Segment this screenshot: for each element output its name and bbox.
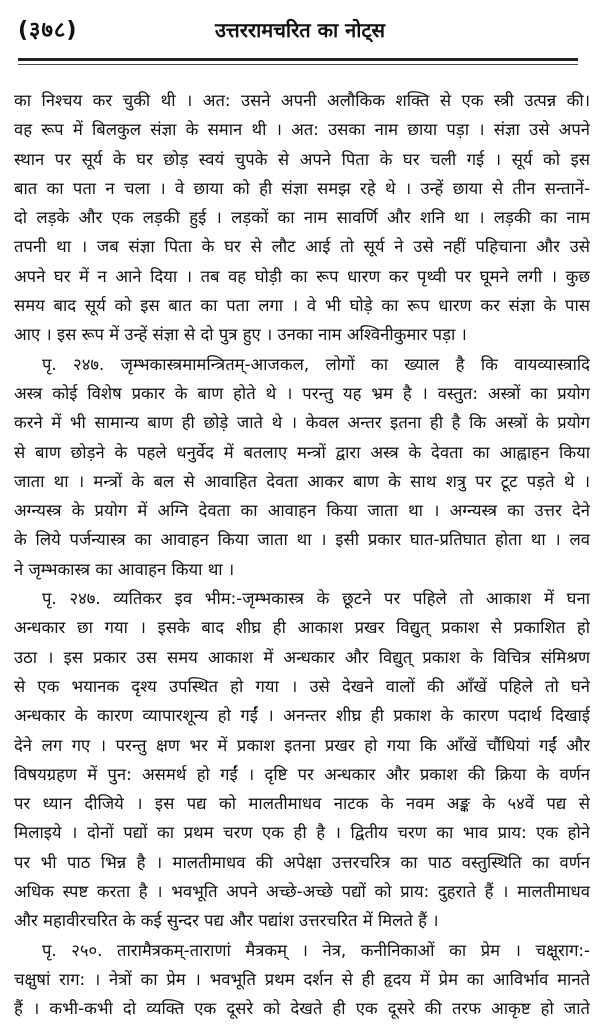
text-line: समय बाद सूर्य को इस बात का पता लगा । वे भी घोड़े का रूप धारण कर संज्ञा के पास <box>14 296 590 316</box>
text-line: तपनी था । जब संज्ञा पिता के घर से लौट आई तो सूर्य ने उसे नहीं पहिचाना और उसे <box>14 237 590 257</box>
text-line: पर ध्यान दीजिये । इस पद्य को मालतीमाधव नाटक के नवम अङ्क के ५४वें पद्य से <box>14 794 590 814</box>
text-line: ने जृम्भकास्त्र का आवाहन किया था । <box>14 559 235 579</box>
text-line: जाता था । मन्त्रों के बल से आवाहित देवता आकर बाण के साथ शत्रु पर टूट पड़ते थे । <box>14 471 590 491</box>
text-line: से एक भयानक दृश्य उपस्थित हो गया । उसे देखने वालों की आँखें पहिले तो घने <box>14 676 590 696</box>
text-line: और महावीरचरित के कई सुन्दर पद्य और पद्यांश उत्तरचरित में मिलते हैं । <box>14 911 439 931</box>
page-header <box>10 0 590 62</box>
text-line: बात का पता न चला । वे छाया को ही संज्ञा समझ रहे थे । उन्हें छाया से तीन सन्तानें- <box>14 178 590 198</box>
paragraph-start-line: पृ. २५०. तारामैत्रकम्-ताराणां मैत्रकम् । नेत्र, कनीनिकाओं का प्रेम । चक्षूराग:- <box>42 940 590 960</box>
text-line: पर भी पाठ भिन्न है । मालतीमाधव की अपेक्षा उत्तरचरित्र का पाठ वस्तुस्थिति का वर्णन <box>14 852 590 872</box>
text-line: अधिक स्पष्ट करता है । भवभूति अपने अच्छे-अच्छे पद्यों को प्राय: दुहराते हैं । मालतीमाधव <box>14 882 590 902</box>
text-line: अन्धकार छा गया । इसके बाद शीघ्र ही आकाश प्रखर विद्युत् प्रकाश से प्रकाशित हो <box>14 618 590 638</box>
paragraph-start-line: पृ. २४७. जृम्भकास्त्रमामन्त्रितम्-आजकल, लोगों का ख्याल है कि वायव्यास्त्रादि <box>42 354 590 374</box>
text-line: अग्न्यस्त्र के प्रयोग में अग्नि देवता का आवाहन किया जाता था । अग्न्यस्त्र का उत्तर देने <box>14 501 590 521</box>
paragraph-start-line: पृ. २४७. व्यतिकर इव भीम:-जृम्भकास्त्र के छूटने पर पहिले तो आकाश में घना <box>42 589 590 609</box>
page-number: (३७८) <box>18 18 78 43</box>
body-text <box>14 86 590 1024</box>
text-line: अन्धकार के कारण व्यापारशून्य हो गईं । अनन्तर शीघ्र ही प्रकाश के कारण पदार्थ दिखाई <box>14 706 590 726</box>
text-line: अस्त्र कोई विशेष प्रकार के बाण होते थे । परन्तु यह भ्रम है । वस्तुत: अस्त्रों का प्रयोग <box>14 383 590 403</box>
text-line: मिलाइये । दोनों पद्यों का प्रथम चरण एक ही है । द्वितीय चरण का भाव प्राय: एक होने <box>14 823 590 843</box>
text-line: करने में भी सामान्य बाण ही छोड़े जाते थे । केवल अन्तर इतना ही है कि अस्त्रों के प्रयोग <box>14 413 590 433</box>
text-line: चक्षुषां राग: । नेत्रों का प्रेम । भवभूति प्रथम दर्शन से ही हृदय में प्रेम का आविर्भाव मानते <box>14 969 590 989</box>
text-line: वह रूप में बिलकुल संज्ञा के समान थी । अत: उसका नाम छाया पड़ा । संज्ञा उसे अपने <box>14 120 590 140</box>
text-line: हैं । कभी-कभी दो व्यक्ति एक दूसरे को देखते ही एक दूसरे की तरफ आकृष्ट हो जाते <box>14 999 590 1019</box>
text-line: के लिये पर्जन्यास्त्र का आवाहन किया जाता था । इसी प्रकार घात-प्रतिघात होता था । लव <box>14 530 590 550</box>
text-line: आए । इस रूप में उन्हें संज्ञा से दो पुत्र हुए । उनका नाम अश्विनीकुमार पड़ा । <box>14 325 467 345</box>
running-title: उत्तररामचरित का नोट्स <box>214 18 386 42</box>
header-rule-thick <box>18 58 578 61</box>
text-line: स्थान पर सूर्य के घर छोड़ स्वयं चुपके से अपने पिता के घर चली गई । सूर्य को इस <box>14 149 590 169</box>
text-line: का निश्चय कर चुकी थी । अत: उसने अपनी अलौकिक शक्ति से एक स्त्री उत्पन्न की। <box>14 91 590 110</box>
header-rule-thin <box>18 64 578 65</box>
text-line: से बाण छोड़ने के पहले धनुर्वेद में बतलाए मन्त्रों द्वारा अस्त्र के देवता का आह्वाहन किया <box>14 442 590 462</box>
text-line: विषयग्रहण में पुन: असमर्थ हो गईं । दृष्टि पर अन्धकार और प्रकाश की क्रिया के वर्णन <box>14 764 590 784</box>
text-line: देने लग गए । परन्तु क्षण भर में प्रकाश इतना प्रखर हो गया कि आँखें चौंधियां गईं और <box>14 735 590 755</box>
text-line: उठा । इस प्रकार उस समय आकाश में अन्धकार और विद्युत् प्रकाश के विचित्र संमिश्रण <box>14 647 590 667</box>
text-line: दो लड़के और एक लड़की हुई । लड़कों का नाम सावर्णि और शनि था । लड़की का नाम <box>14 208 590 228</box>
text-line: अपने घर में न आने दिया । तब वह घोड़ी का रूप धारण कर पृथ्वी पर घूमने लगी । कुछ <box>14 266 590 286</box>
